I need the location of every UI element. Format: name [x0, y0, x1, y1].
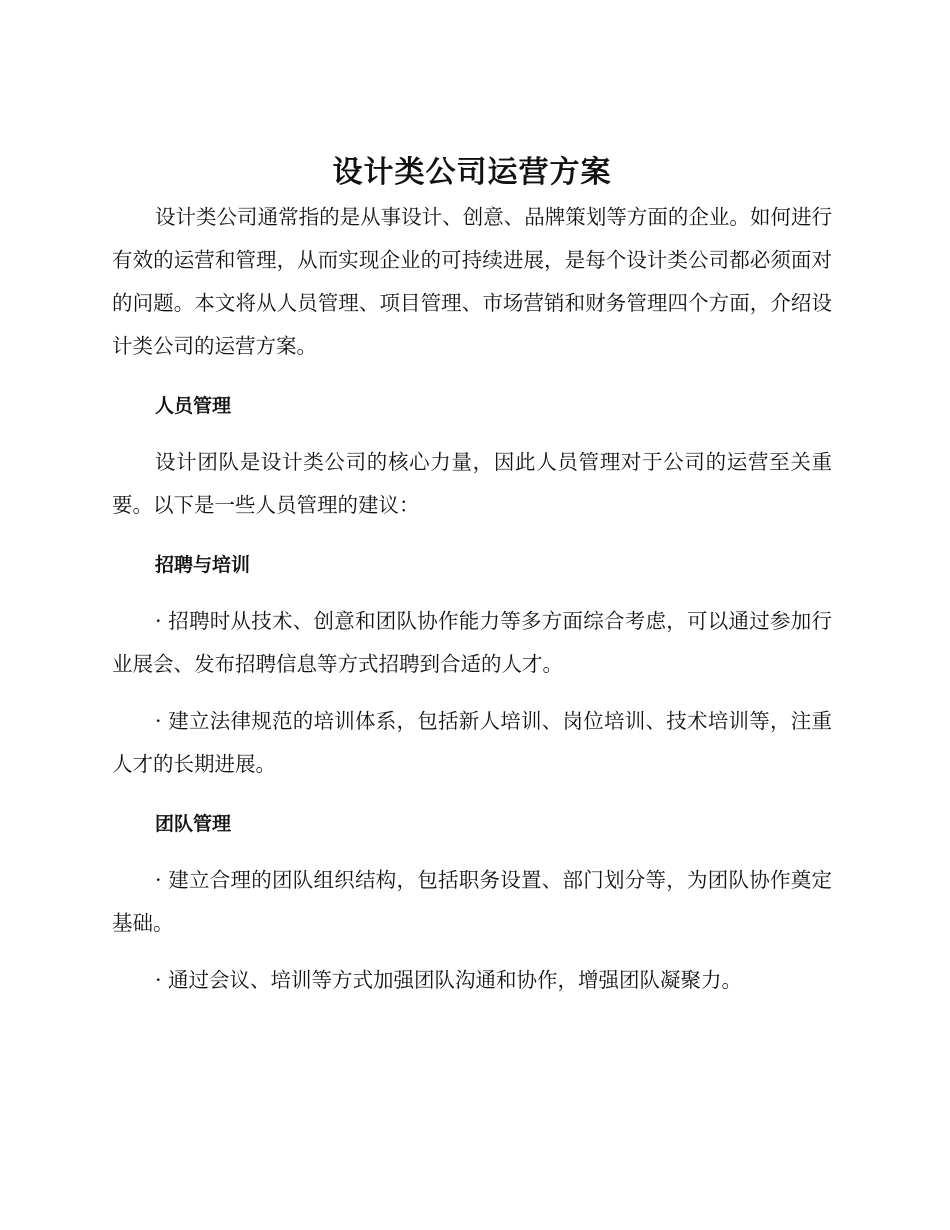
team-bullet-2: · 通过会议、培训等方式加强团队沟通和协作，增强团队凝聚力。 [155, 968, 743, 992]
section-heading-personnel: 人员管理 [155, 395, 232, 417]
recruitment-bullet-2: · 建立法律规范的培训体系，包括新人培训、岗位培训、技术培训等，注重人才的长期进展。 [112, 709, 832, 776]
section-heading-recruitment: 招聘与培训 [155, 554, 251, 576]
section-heading-team: 团队管理 [155, 813, 232, 835]
document-content [112, 150, 832, 1002]
document-title: 设计类公司运营方案 [332, 155, 612, 190]
personnel-paragraph: 设计团队是设计类公司的核心力量，因此人员管理对于公司的运营至关重要。以下是一些人员管理的建议： [112, 450, 832, 517]
recruitment-bullet-1: · 招聘时从技术、创意和团队协作能力等多方面综合考虑，可以通过参加行业展会、发布招聘信息等方式招聘到合适的人才。 [112, 609, 832, 676]
intro-paragraph: 设计类公司通常指的是从事设计、创意、品牌策划等方面的企业。如何进行有效的运营和管理，从而实现企业的可持续进展，是每个设计类公司都必须面对的问题。本文将从人员管理、项目管理、市场营销和财务管理四个方面，介绍设计类公司的运营方案。 [112, 205, 832, 358]
team-bullet-1: · 建立合理的团队组织结构，包括职务设置、部门划分等，为团队协作奠定基础。 [112, 868, 832, 935]
